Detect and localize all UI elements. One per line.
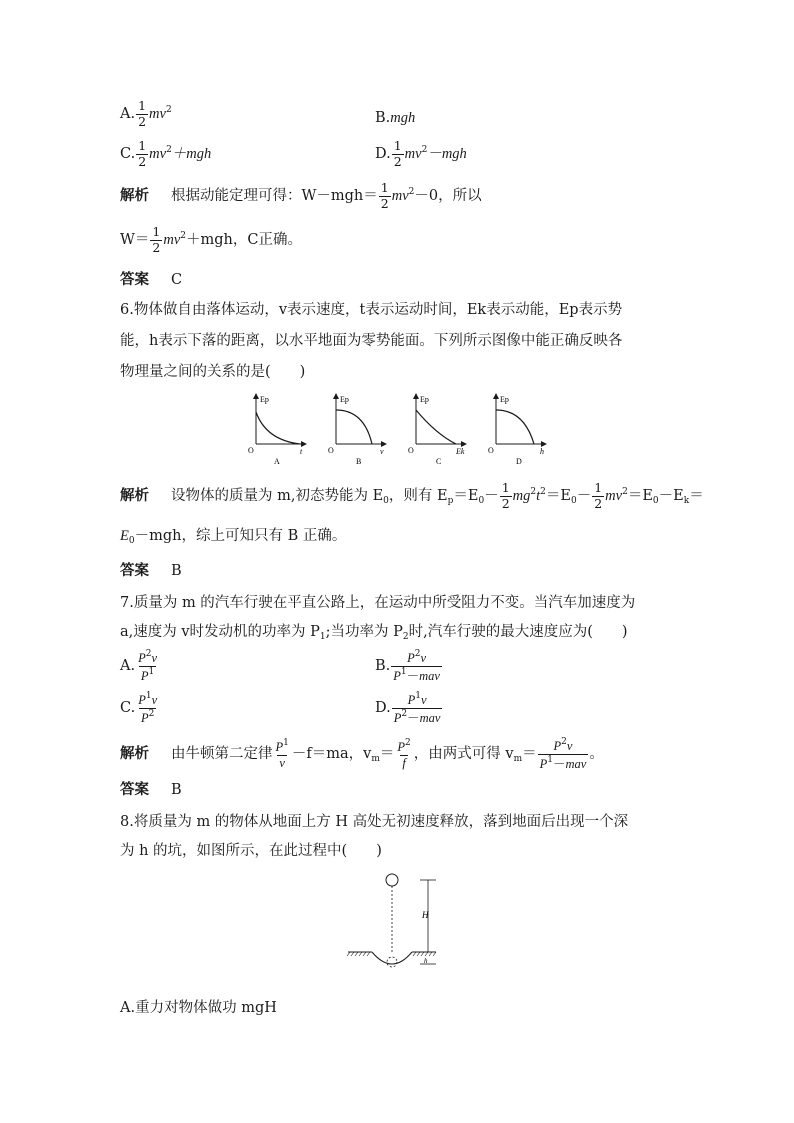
q7-option-a: A. $\frac{P^2v}{P^1}$ — [120, 649, 158, 683]
q5-option-c: C. $\frac{1}{2}$ $mv^2+mgh$ — [120, 138, 212, 169]
graph-d-xlabel: h — [540, 447, 544, 456]
graph-d-origin: O — [488, 446, 494, 455]
q7-analysis: 解析 由牛顿第二定律 $\frac{P^1}{v}$ －f＝ma，$v_m=$ $\frac{P^2}{f}$ ，由两式可得 $v_m=$ $\frac{P^2v}{P^1-mav}$ 。 — [120, 737, 604, 771]
graph-a-ylabel: Ep — [260, 395, 269, 404]
graph-b — [328, 394, 386, 466]
q5-analysis: 解析 根据动能定理可得：W－mgh＝ $\frac{1}{2}$ $mv^2-0$，所以 — [120, 180, 482, 211]
graph-c-xlabel: Ek — [456, 447, 465, 456]
q6-stem-line2: 能，h表示下落的距离，以水平地面为零势能面。下列所示图像中能正确反映各 — [120, 333, 623, 349]
q8-stem-line1: 8.将质量为 m 的物体从地面上方 H 高处无初速度释放，落到地面后出现一个深 — [120, 814, 629, 830]
q7-option-c: C. $\frac{P^1v}{P^2}$ — [120, 691, 158, 725]
q7-stem-line1: 7.质量为 m 的汽车行驶在平直公路上，在运动中所受阻力不变。当汽车加速度为 — [120, 595, 636, 611]
q6-graphs-figure — [240, 390, 560, 470]
q7-option-d: D. $\frac{P^1v}{P^2-mav}$ — [375, 691, 441, 725]
graph-a — [248, 394, 306, 466]
ball-icon — [386, 874, 398, 886]
q5-answer: 答案 C — [120, 271, 183, 288]
graph-a-letter: A — [274, 457, 280, 466]
graph-c-ylabel: Ep — [420, 395, 429, 404]
q8-figure — [340, 866, 460, 976]
q7-answer: 答案 B — [120, 781, 182, 798]
graph-d-letter: D — [516, 457, 522, 466]
graph-b-origin: O — [328, 446, 334, 455]
q7-stem-line2: a,速度为 v时发动机的功率为 $P_1$;当功率为 $P_2$时,汽车行驶的最大速度应为( ) — [120, 624, 628, 642]
graph-d-ylabel: Ep — [500, 395, 509, 404]
q5-analysis-line2: W＝ $\frac{1}{2}$ $mv^2+mgh$，C正确。 — [120, 224, 302, 255]
q7-option-b: B. $\frac{P^2v}{P^1-mav}$ — [375, 649, 440, 683]
graph-b-letter: B — [356, 457, 362, 466]
figure-label-h: h — [424, 957, 428, 965]
q6-analysis-line2: $E_0-mgh$，综上可知只有 B 正确。 — [120, 528, 347, 546]
graph-d — [488, 394, 546, 466]
graph-c-letter: C — [436, 457, 442, 466]
q6-analysis: 解析 设物体的质量为 m,初态势能为 $E_0$，则有 $E_p=E_0-$ $\frac{1}{2}$ $mg^2t^2=E_0-$ $\frac{1}{2}$ $mv^2=E_0-E_k=$ — [120, 480, 704, 511]
q5-option-b: B.mgh — [375, 110, 416, 126]
q5-option-a: A. $\frac{1}{2}$ $mv^2$ — [120, 98, 172, 129]
q6-answer: 答案 B — [120, 562, 182, 579]
q6-stem-line3: 物理量之间的关系的是( ) — [120, 364, 306, 380]
graph-b-xlabel: v — [380, 447, 384, 456]
graph-c — [408, 394, 466, 466]
figure-label-H: H — [422, 910, 429, 920]
q8-option-a: A.重力对物体做功 mgH — [120, 1000, 277, 1016]
q8-stem-line2: 为 h 的坑，如图所示，在此过程中( ) — [120, 843, 382, 859]
fraction-half: $\frac{1}{2}$ — [138, 98, 147, 129]
graph-b-ylabel: Ep — [340, 395, 349, 404]
graph-a-xlabel: t — [300, 447, 303, 456]
graph-a-origin: O — [248, 446, 254, 455]
graph-c-origin: O — [408, 446, 414, 455]
q5-option-d: D. $\frac{1}{2}$ $mv^2-mgh$ — [375, 138, 467, 169]
q6-stem-line1: 6.物体做自由落体运动，v表示速度，t表示运动时间，Ek表示动能，Ep表示势 — [120, 302, 623, 318]
